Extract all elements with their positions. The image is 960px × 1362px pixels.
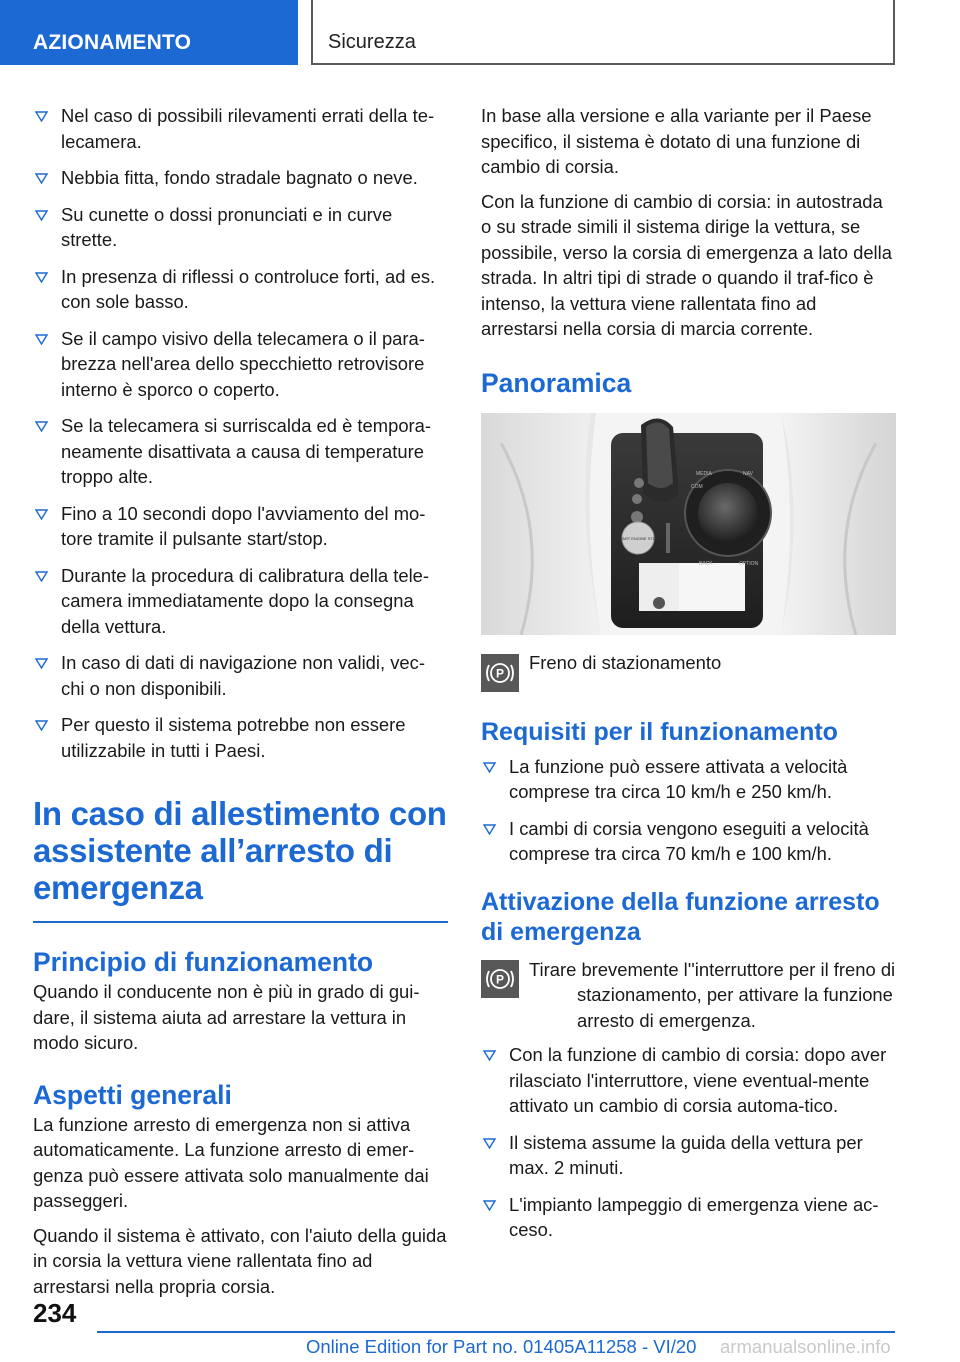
triangle-bullet-icon (35, 272, 48, 283)
subsection-tab: Sicurezza (311, 0, 895, 65)
requirements-title: Requisiti per il funzionamento (481, 717, 838, 746)
list-item: Se la telecamera si surriscalda ed è tempora-neamente disattivata a causa di temperature troppo alte. (33, 413, 448, 490)
triangle-bullet-icon (35, 210, 48, 221)
triangle-bullet-icon (35, 571, 48, 582)
conditions-list (33, 103, 448, 763)
list-item: La funzione può essere attivata a velocità comprese tra circa 10 km/h e 250 km/h. (481, 754, 896, 805)
triangle-bullet-icon (35, 173, 48, 184)
media-label: MEDIA (696, 470, 712, 477)
general-text-2: Quando il sistema è attivato, con l'aiuto della guida in corsia la vettura viene rallentata fino ad arrestarsi nella propria corsia. (33, 1224, 447, 1297)
principle-title: Principio di funzionamento (33, 947, 374, 977)
triangle-bullet-icon (483, 824, 496, 835)
triangle-bullet-icon (483, 762, 496, 773)
list-item: Nel caso di possibili rilevamenti errati della te-lecamera. (33, 103, 448, 154)
activation-title: Attivazione della funzione arresto di emergenza (481, 887, 880, 946)
triangle-bullet-icon (483, 1200, 496, 1211)
option-label: OPTION (739, 560, 759, 567)
icon-caption: Freno di stazionamento (529, 651, 722, 673)
list-item: In presenza di riflessi o controluce forti, ad es. con sole basso. (33, 264, 448, 315)
requirements-list (481, 754, 896, 867)
center-console-image (481, 413, 896, 635)
overview-title: Panoramica (481, 367, 632, 398)
list-item: Per questo il sistema potrebbe non essere utilizzabile in tutti i Paesi. (33, 712, 448, 763)
section-heading: In caso di allestimento con assistente all’arresto di emergenza (33, 795, 447, 906)
triangle-bullet-icon (483, 1050, 496, 1061)
right-column (481, 103, 896, 1254)
list-item: Nebbia fitta, fondo stradale bagnato o neve. (33, 165, 448, 191)
triangle-bullet-icon (35, 334, 48, 345)
principle-text: Quando il conducente non è più in grado di gui-dare, il sistema aiuta ad arrestare la vettura in modo sicuro. (33, 981, 420, 1053)
left-column (33, 103, 448, 1308)
list-item: Su cunette o dossi pronunciati e in curve strette. (33, 202, 448, 253)
list-item: L'impianto lampeggio di emergenza viene ac-ceso. (481, 1192, 896, 1243)
list-item: Fino a 10 secondi dopo l'avviamento del mo-tore tramite il pulsante start/stop. (33, 501, 448, 552)
triangle-bullet-icon (35, 421, 48, 432)
list-item: Con la funzione di cambio di corsia: dopo aver rilasciato l'interruttore, viene eventual-mente attivato un cambio di corsia automa-tico. (481, 1042, 896, 1119)
list-item: Il sistema assume la guida della vettura per max. 2 minuti. (481, 1130, 896, 1181)
activation-text: Tirare brevemente l''interruttore per il freno di stazionamento, per attivare la funzione arresto di emergenza. (529, 958, 896, 1031)
triangle-bullet-icon (35, 509, 48, 520)
footer-rule (97, 1331, 895, 1333)
activation-list (481, 1042, 896, 1243)
parking-brake-icon (481, 960, 519, 998)
triangle-bullet-icon (35, 658, 48, 669)
intro-text-2: Con la funzione di cambio di corsia: in autostrada o su strade simili il sistema dirige la vettura, se possibile, verso la corsia di emergenza a lato della strada. In altri tipi di strade o quando il traf-fico è intenso, la vettura viene rallentata fino ad arrestarsi nella corsia di marcia corrente. (481, 190, 892, 339)
activation-block (481, 957, 896, 1034)
parking-brake-icon (481, 654, 519, 692)
com-label: COM (691, 483, 703, 490)
list-item: I cambi di corsia vengono eseguiti a velocità comprese tra circa 70 km/h e 100 km/h. (481, 816, 896, 867)
start-stop-label: START ENGINE STOP (617, 535, 659, 541)
edition-text: Online Edition for Part no. 01405A11258 - VI/20 (306, 1336, 697, 1357)
triangle-bullet-icon (35, 720, 48, 731)
list-item: In caso di dati di navigazione non validi, vec-chi o non disponibili. (33, 650, 448, 701)
general-text-1: La funzione arresto di emergenza non si attiva automaticamente. La funzione arresto di emer-genza può essere attivata solo manualmente dai passeggeri. (33, 1113, 429, 1211)
watermark: armanualsonline.info (720, 1336, 891, 1357)
back-label: BACK (699, 560, 713, 567)
svg-text:P: P (495, 972, 505, 986)
general-title: Aspetti generali (33, 1079, 232, 1110)
intro-text-1: In base alla versione e alla variante per il Paese specifico, il sistema è dotato di una funzione di cambio di corsia. (481, 105, 872, 177)
icon-legend (481, 651, 896, 692)
section-tab: AZIONAMENTO (0, 0, 298, 65)
center-console-photo (481, 413, 896, 635)
heading-rule (33, 921, 448, 923)
list-item: Durante la procedura di calibratura della tele-camera immediatamente dopo la consegna della vettura. (33, 563, 448, 640)
nav-label: NAV (743, 470, 753, 477)
page-number: 234 (33, 1298, 77, 1328)
list-item: Se il campo visivo della telecamera o il para-brezza nell'area dello specchietto retrovisore interno è sporco o coperto. (33, 326, 448, 403)
triangle-bullet-icon (483, 1138, 496, 1149)
svg-text:P: P (495, 666, 505, 680)
triangle-bullet-icon (35, 111, 48, 122)
